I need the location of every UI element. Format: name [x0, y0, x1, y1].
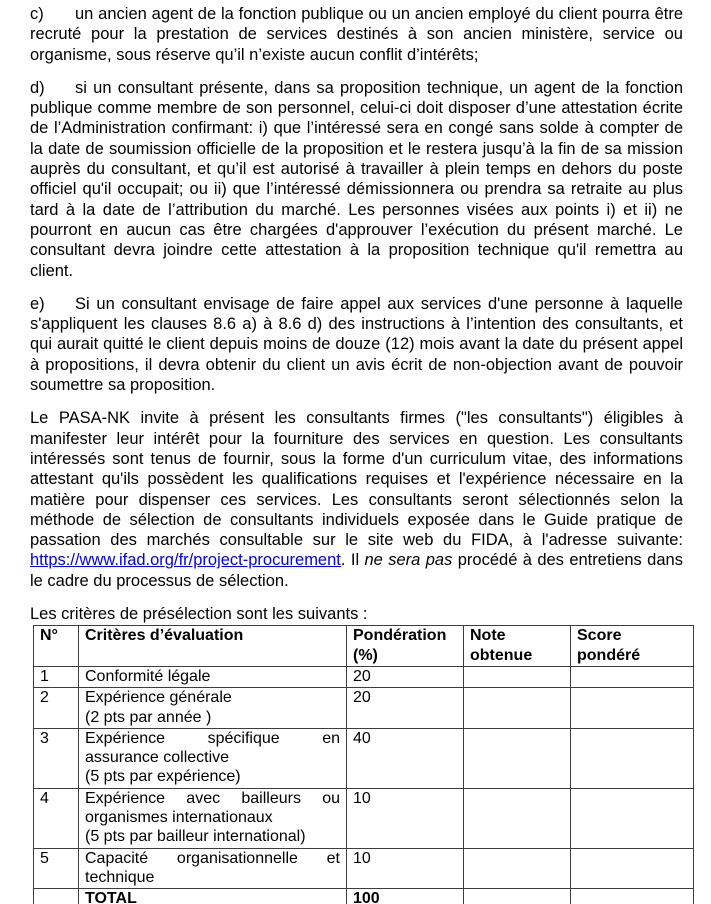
criteria-line: TOTAL — [85, 890, 137, 904]
paragraph-label: d) — [30, 78, 45, 97]
criteria-line: Conformité légale — [85, 667, 211, 685]
criteria-line: Expérience avec bailleurs ou organismes internationaux — [85, 789, 340, 826]
table-header-row — [34, 626, 694, 667]
table-intro-line: Les critères de présélection sont les suivants : — [30, 605, 368, 624]
pasa-italic-text: ne sera pas — [364, 551, 453, 570]
criteria-line: (5 pts par bailleur international) — [85, 828, 306, 846]
cell-score-pondere — [571, 889, 694, 904]
paragraph-pasa-nk — [30, 408, 683, 591]
paragraph-d: d) si un consultant présente, dans sa proposition technique, un agent de la fonction publique comme membre de son personnel, celui-ci doit disposer d’une attestation écrite de l’Administration confirmant: i) que l’intéressé sera en congé sans solde à compter de la date de soumission officielle de la proposition et le restera jusqu’à la fin de sa mission auprès du consultant, et qu’il est autorisé à travailler à plein temps en dehors du poste officiel qu'il occupait; ou ii) que l’intéressé démissionnera ou prendra sa retraite au plus tard à la date de l’attribution du marché. Les personnes visées aux points i) et ii) ne pourront en aucun cas être chargées d'approuver l’exécution du présent marché. Le consultant devra joindre cette attestation à la proposition technique qu'il remettra au client. — [30, 78, 683, 280]
cell-weight: 20 — [347, 688, 464, 729]
pasa-text-mid: . Il — [340, 551, 365, 570]
cell-criteria — [79, 728, 347, 788]
paragraph-c: c) un ancien agent de la fonction publique ou un ancien employé du client pourra être recruté pour la prestation de services destinés à son ancien ministère, service ou organisme, sous réserve qu’il n’existe aucun conflit d’intérêts; — [30, 5, 683, 64]
cell-score-pondere — [571, 728, 694, 788]
cell-weight: 20 — [347, 666, 464, 687]
criteria-line: Expérience générale — [85, 689, 232, 707]
cell-number: 2 — [34, 688, 79, 729]
table-row — [34, 889, 694, 904]
criteria-line: Capacité organisationnelle et technique — [85, 849, 340, 886]
cell-score-pondere — [571, 688, 694, 729]
criteria-line: Expérience spécifique en assurance collective — [85, 729, 340, 767]
table-row — [34, 728, 694, 788]
table-row — [34, 688, 694, 729]
table-row — [34, 666, 694, 687]
cell-note-obtenue — [464, 889, 571, 904]
cell-weight: 10 — [347, 848, 464, 889]
criteria-line: (2 pts par année ) — [85, 708, 212, 726]
clause-paragraphs — [30, 4, 683, 395]
cell-criteria — [79, 889, 347, 904]
cell-weight: 100 — [347, 889, 464, 904]
cell-criteria — [79, 788, 347, 848]
cell-number: 3 — [34, 728, 79, 788]
cell-note-obtenue — [464, 848, 571, 889]
cell-number: 4 — [34, 788, 79, 848]
cell-score-pondere — [571, 848, 694, 889]
table-header-cell: Pondération (%) — [347, 626, 464, 667]
criteria-line: (5 pts par expérience) — [85, 768, 241, 786]
table-row — [34, 788, 694, 848]
table-header-cell: Critères d’évaluation — [79, 626, 347, 667]
cell-criteria — [79, 688, 347, 729]
table-row — [34, 848, 694, 889]
cell-number: 5 — [34, 848, 79, 889]
paragraph-label: c) — [30, 5, 44, 23]
paragraph-e: e) Si un consultant envisage de faire appel aux services d'une personne à laquelle s'appliquent les clauses 8.6 a) à 8.6 d) des instructions à l’intention des consultants, et qui aurait quitté le client depuis moins de douze (12) mois avant la date du présent appel à propositions, il devra obtenir du client un avis écrit de non-objection avant de pouvoir soumettre sa proposition. — [30, 294, 683, 395]
cell-criteria — [79, 666, 347, 687]
pasa-text-before-link: Le PASA-NK invite à présent les consultants firmes ("les consultants") éligibles à manifester leur intérêt pour la fourniture des services en question. Les consultants intéressés sont tenus de fournir, sous la forme d'un curriculum vitae, des informations attestant qu'ils possèdent les qualifications requises et l'expérience nécessaire en la matière pour dispenser ces services. Les consultants seront sélectionnés selon la méthode de sélection de consultants individuels exposée dans le Guide pratique de passation des marchés consultable sur le site web du FIDA, à l'adresse suivante: — [30, 409, 683, 550]
cell-note-obtenue — [464, 728, 571, 788]
table-header-cell: Score pondéré — [571, 626, 694, 667]
ifad-procurement-link[interactable]: https://www.ifad.org/fr/project-procurement — [30, 551, 341, 570]
cell-number — [34, 889, 79, 904]
cell-weight: 10 — [347, 788, 464, 848]
table-header-cell: N° — [34, 626, 79, 667]
cell-note-obtenue — [464, 788, 571, 848]
cell-note-obtenue — [464, 666, 571, 687]
cell-note-obtenue — [464, 688, 571, 729]
table-header-cell: Note obtenue — [464, 626, 571, 667]
cell-score-pondere — [571, 788, 694, 848]
cell-weight: 40 — [347, 728, 464, 788]
cell-criteria — [79, 848, 347, 889]
pasa-text-after: procédé à des entretiens dans le cadre du processus de sélection. — [30, 551, 683, 590]
criteria-table — [33, 625, 694, 904]
paragraph-label: e) — [30, 294, 45, 313]
cell-score-pondere — [571, 666, 694, 687]
cell-number: 1 — [34, 666, 79, 687]
